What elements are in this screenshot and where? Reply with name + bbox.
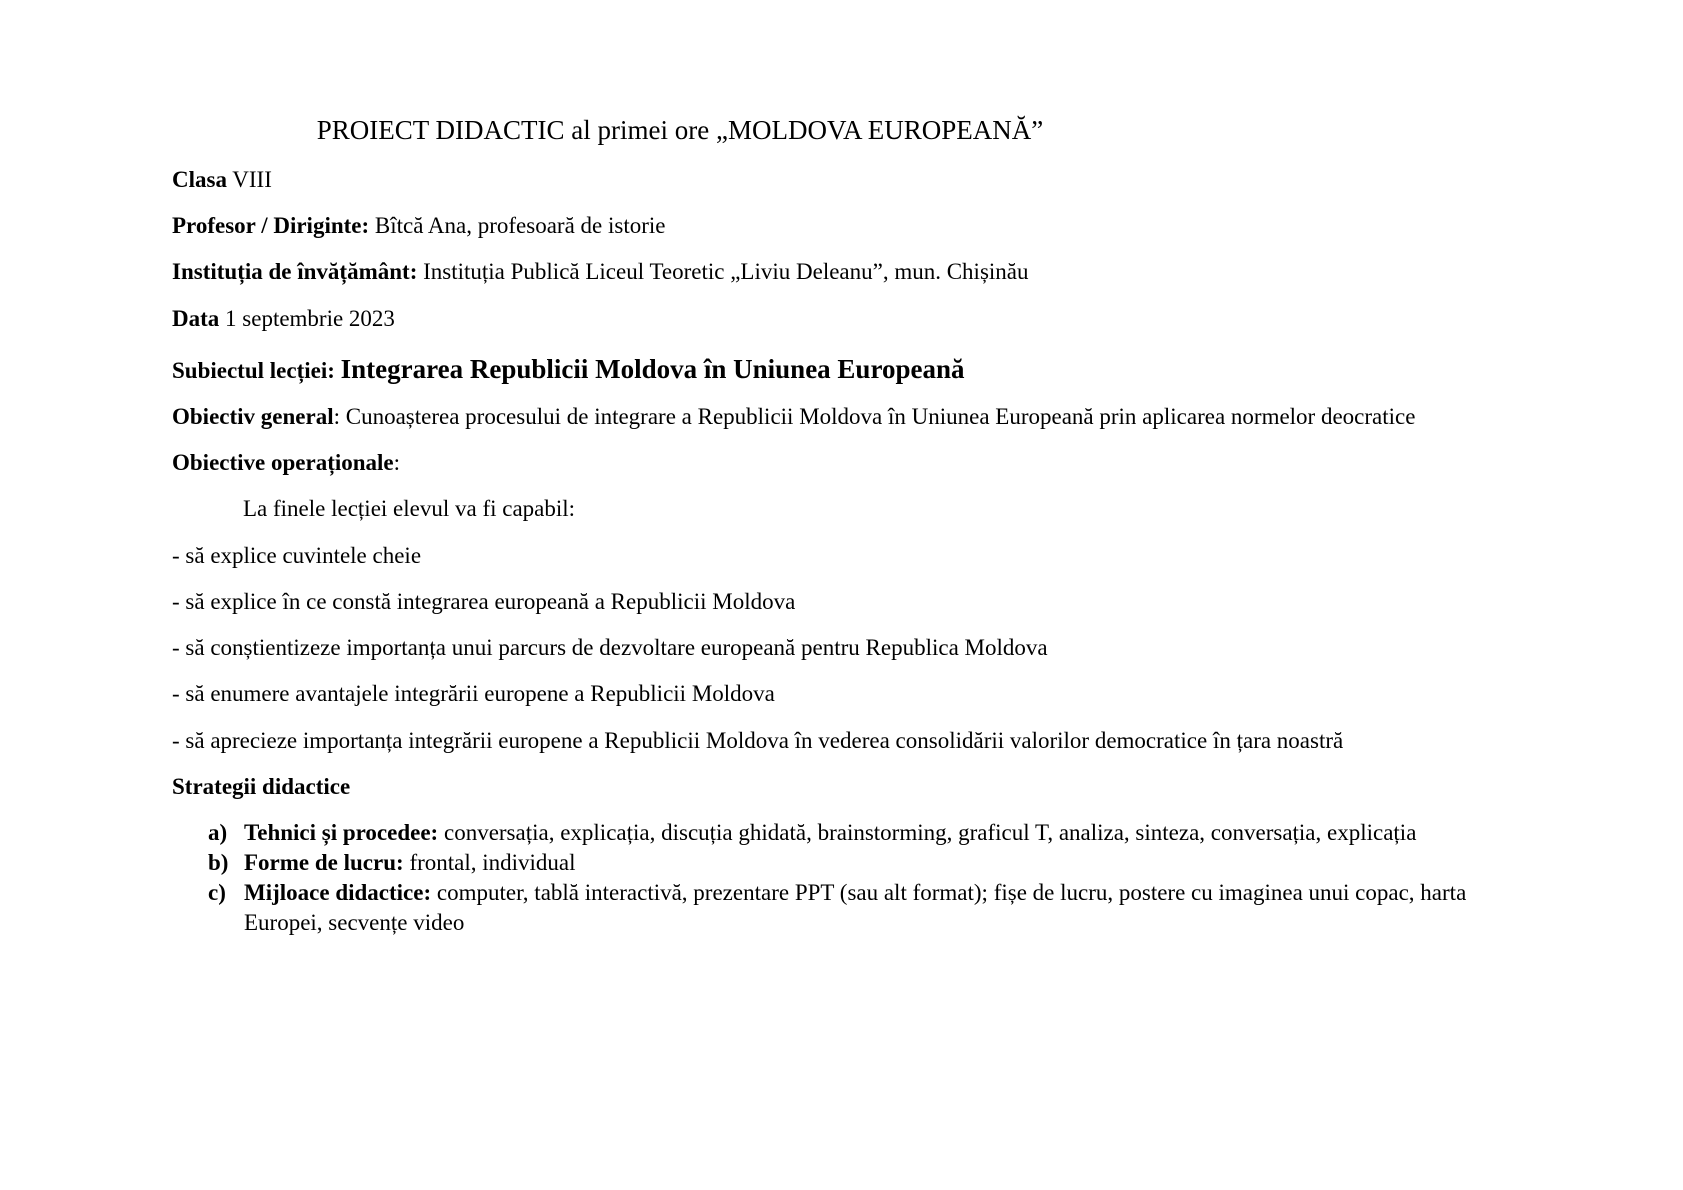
strategie-value: frontal, individual (403, 850, 576, 875)
obiective-operationale-colon: : (393, 450, 401, 475)
obiectiv-item: - să conștientizeze importanța unui parcurs de dezvoltare europeană pentru Republica Moldova (172, 635, 1048, 660)
list-letter: c) (208, 880, 226, 905)
list-letter: a) (208, 820, 228, 845)
profesor-line (172, 212, 666, 240)
document-title: PROIECT DIDACTIC al primei ore „MOLDOVA EUROPEANĂ” (316, 115, 1044, 145)
strategie-label: Tehnici și procedee: (244, 820, 439, 845)
strategii-heading: Strategii didactice (172, 774, 351, 799)
subiect-line (172, 352, 964, 388)
strategie-item-b (208, 848, 1538, 878)
obiectiv-item: - să enumere avantajele integrării europene a Republicii Moldova (172, 681, 775, 706)
strategie-value: computer, tablă interactivă, prezentare PPT (sau alt format); fișe de lucru, postere cu imaginea unui copac, harta Europei, secvențe video (244, 880, 1467, 935)
institutia-value: Instituția Publică Liceul Teoretic „Liviu Deleanu”, mun. Chișinău (417, 259, 1029, 284)
obiective-intro: La finele lecției elevul va fi capabil: (243, 496, 576, 521)
strategie-item-a (208, 818, 1538, 848)
obiectiv-item: - să explice în ce constă integrarea europeană a Republicii Moldova (172, 589, 796, 614)
institutia-label: Instituția de învățământ: (172, 259, 418, 284)
profesor-value: Bîtcă Ana, profesoară de istorie (369, 213, 666, 238)
subiect-label: Subiectul lecției: (172, 358, 341, 383)
clasa-value: VIII (226, 167, 272, 192)
clasa-line (172, 166, 272, 194)
data-line (172, 305, 395, 333)
obiectiv-item: - să aprecieze importanța integrării europene a Republicii Moldova în vederea consolidării valorilor democratice în țara noastră (172, 728, 1344, 753)
subiect-value: Integrarea Republicii Moldova în Uniunea Europeană (340, 354, 965, 384)
strategie-label: Mijloace didactice: (244, 880, 432, 905)
obiectiv-general-label: Obiectiv general (172, 404, 334, 429)
list-letter: b) (208, 850, 229, 875)
obiectiv-general-value: : Cunoașterea procesului de integrare a Republicii Moldova în Uniunea Europeană prin aplicarea normelor deocratice (333, 404, 1416, 429)
data-label: Data (172, 306, 220, 331)
institutia-line (172, 258, 1029, 286)
clasa-label: Clasa (172, 167, 227, 192)
strategie-label: Forme de lucru: (244, 850, 404, 875)
obiective-operationale-label: Obiective operaționale (172, 450, 394, 475)
strategie-value: conversația, explicația, discuția ghidată, brainstorming, graficul T, analiza, sinteza, conversația, explicația (438, 820, 1417, 845)
profesor-label: Profesor / Diriginte: (172, 213, 370, 238)
strategie-item-c (208, 878, 1538, 938)
obiective-operationale-heading (172, 449, 400, 477)
data-value: 1 septembrie 2023 (219, 306, 395, 331)
obiectiv-general-line (172, 403, 1415, 431)
obiectiv-item: - să explice cuvintele cheie (172, 543, 422, 568)
